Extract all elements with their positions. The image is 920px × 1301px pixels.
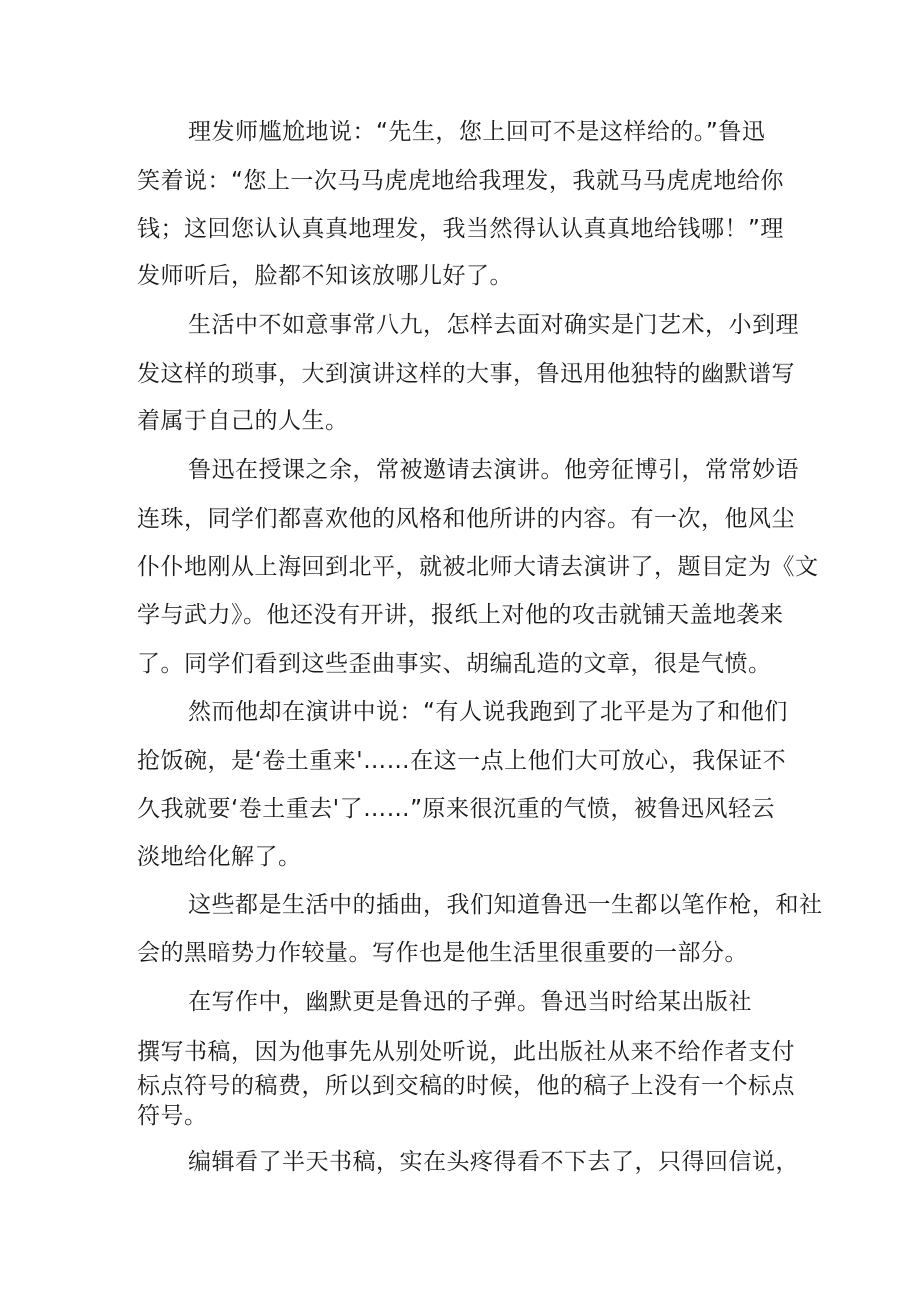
paragraph-4-line-4: 淡地给化解了。 [137,844,302,870]
paragraph-8-line-1: 编辑看了半天书稿，实在头疼得看不下去了，只得回信说， [188,1149,799,1175]
paragraph-1-line-3: 钱；这回您认认真真地理发，我当然得认认真真地给钱哪！”理 [137,216,784,242]
paragraph-2-line-2: 发这样的琐事，大到演讲这样的大事，鲁迅用他独特的幽默谱写 [137,361,795,387]
paragraph-2-line-3: 着属于自己的人生。 [137,408,349,434]
paragraph-7-line-3: 符号。 [137,1103,208,1129]
paragraph-4-line-2: 抢饭碗，是‘卷土重来'……在这一点上他们大可放心，我保证不 [137,748,787,774]
paragraph-1-line-2: 笑着说：“您上一次马马虎虎地给我理发，我就马马虎虎地给你 [137,168,784,194]
paragraph-4-line-3: 久我就要‘卷土重去'了……”原来很沉重的气愤，被鲁迅风轻云 [137,796,776,822]
paragraph-3-line-4: 学与武力》。他还没有开讲，报纸上对他的攻击就铺天盖地袭来 [137,602,784,628]
paragraph-7-line-2: 标点符号的稿费，所以到交稿的时候，他的稿子上没有一个标点 [137,1073,795,1099]
paragraph-3-line-5: 了。同学们看到这些歪曲事实、胡编乱造的文章，很是气愤。 [137,651,772,677]
paragraph-3-line-3: 仆仆地刚从上海回到北平，就被北师大请去演讲了，题目定为《文 [137,554,819,580]
paragraph-1-line-4: 发师听后，脸都不知该放哪儿好了。 [137,263,513,289]
paragraph-5-line-2: 会的黑暗势力作较量。写作也是他生活里很重要的一部分。 [137,940,748,966]
paragraph-4-line-1: 然而他却在演讲中说：“有人说我跑到了北平是为了和他们 [188,699,788,725]
paragraph-2-line-1: 生活中不如意事常八九，怎样去面对确实是门艺术，小到理 [188,312,799,338]
paragraph-7-line-1: 撰写书稿，因为他事先从别处听说，此出版社从来不给作者支付 [137,1039,795,1065]
paragraph-6-line-1: 在写作中，幽默更是鲁迅的子弹。鲁迅当时给某出版社 [188,989,752,1015]
paragraph-3-line-1: 鲁迅在授课之余，常被邀请去演讲。他旁征博引，常常妙语 [188,457,799,483]
paragraph-3-line-2: 连珠，同学们都喜欢他的风格和他所讲的内容。有一次，他风尘 [137,506,795,532]
paragraph-1-line-1: 理发师尴尬地说：“先生，您上回可不是这样给的。”鲁迅 [188,119,766,145]
paragraph-5-line-1: 这些都是生活中的插曲，我们知道鲁迅一生都以笔作枪，和社 [188,892,823,918]
